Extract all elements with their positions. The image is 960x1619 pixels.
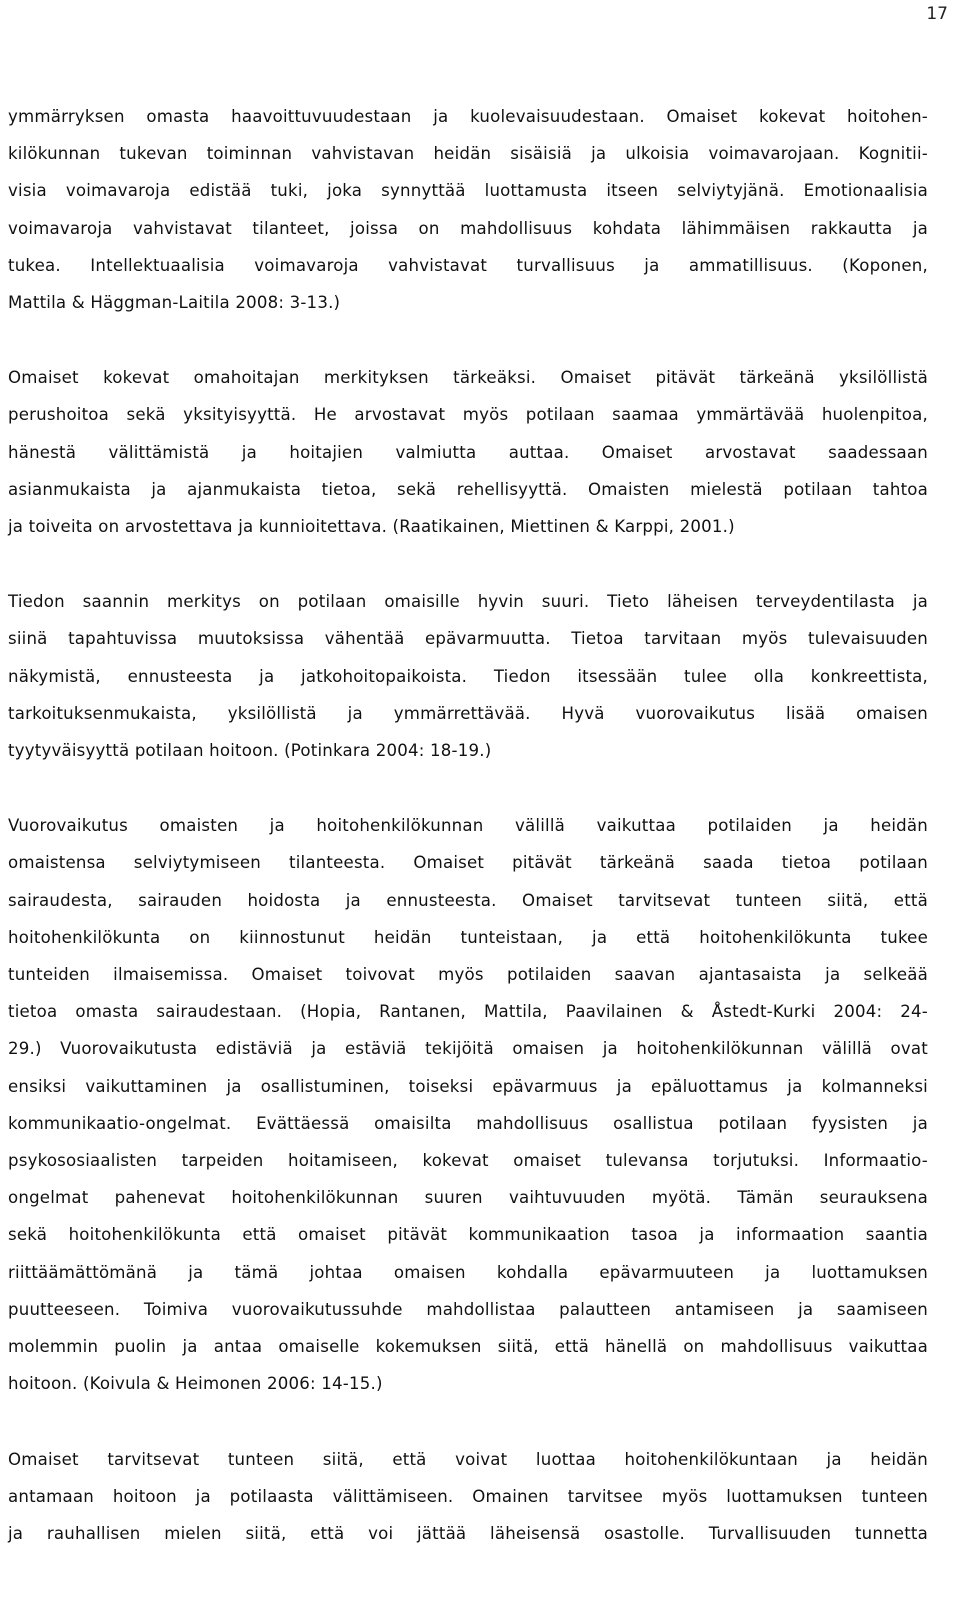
page-number: 17 — [926, 4, 948, 24]
text-line: siinä tapahtuvissa muutoksissa vähentää epävarmuutta. Tietoa tarvitaan myös tulevaisuuden — [8, 629, 928, 649]
text-line: ensiksi vaikuttaminen ja osallistuminen, toiseksi epävarmuus ja epäluottamus ja kolmanneksi — [8, 1076, 928, 1096]
text-line: näkymistä, ennusteesta ja jatkohoitopaikoista. Tiedon itsessään tulee olla konkreettista, — [8, 666, 928, 686]
text-line: antamaan hoitoon ja potilaasta välittämiseen. Omainen tarvitsee myös luottamuksen tunteen — [8, 1486, 928, 1506]
text-line: molemmin puolin ja antaa omaiselle kokemuksen siitä, että hänellä on mahdollisuus vaikuttaa — [8, 1337, 928, 1357]
text-line: tyytyväisyyttä potilaan hoitoon. (Potinkara 2004: 18-19.) — [8, 741, 492, 761]
text-line: sairaudesta, sairauden hoidosta ja ennusteesta. Omaiset tarvitsevat tunteen siitä, että — [8, 890, 928, 910]
text-line: visia voimavaroja edistää tuki, joka synnyttää luottamusta itseen selviytyjänä. Emotionaalisia — [8, 181, 928, 201]
text-line: puutteeseen. Toimiva vuorovaikutussuhde mahdollistaa palautteen antamiseen ja saamiseen — [8, 1299, 928, 1319]
text-line: sekä hoitohenkilökunta että omaiset pitävät kommunikaation tasoa ja informaation saantia — [8, 1225, 928, 1245]
paragraph-4 — [8, 807, 928, 1402]
text-line: asianmukaista ja ajanmukaista tietoa, sekä rehellisyyttä. Omaisten mielestä potilaan tahtoa — [8, 479, 928, 499]
text-line: Omaiset tarvitsevat tunteen siitä, että voivat luottaa hoitohenkilökuntaan ja heidän — [8, 1449, 928, 1469]
text-line: Omaiset kokevat omahoitajan merkityksen tärkeäksi. Omaiset pitävät tärkeänä yksilöllistä — [8, 368, 928, 388]
text-line: hoitoon. (Koivula & Heimonen 2006: 14-15.) — [8, 1374, 383, 1394]
text-line: Tiedon saannin merkitys on potilaan omaisille hyvin suuri. Tieto läheisen terveydentilasta ja — [8, 592, 928, 612]
text-line: kilökunnan tukevan toiminnan vahvistavan heidän sisäisiä ja ulkoisia voimavarojaan. Kognitii- — [8, 144, 928, 164]
paragraph-3 — [8, 583, 928, 769]
text-line: hänestä välittämistä ja hoitajien valmiutta auttaa. Omaiset arvostavat saadessaan — [8, 442, 928, 462]
paragraph-1 — [8, 98, 928, 321]
document-body — [8, 98, 928, 1590]
text-line: tunteiden ilmaisemissa. Omaiset toivovat myös potilaiden saavan ajantasaista ja selkeää — [8, 965, 928, 985]
text-line: ymmärryksen omasta haavoittuvuudestaan ja kuolevaisuudestaan. Omaiset kokevat hoitohen- — [8, 107, 928, 126]
text-line: riittäämättömänä ja tämä johtaa omaisen kohdalla epävarmuuteen ja luottamuksen — [8, 1262, 928, 1282]
text-line: tukea. Intellektuaalisia voimavaroja vahvistavat turvallisuus ja ammatillisuus. (Koponen, — [8, 255, 928, 275]
text-line: psykososiaalisten tarpeiden hoitamiseen, kokevat omaiset tulevansa torjutuksi. Informaatio- — [8, 1151, 928, 1171]
text-line: omaistensa selviytymiseen tilanteesta. Omaiset pitävät tärkeänä saada tietoa potilaan — [8, 853, 928, 873]
text-line: perushoitoa sekä yksityisyyttä. He arvostavat myös potilaan saamaa ymmärtävää huolenpitoa, — [8, 405, 928, 425]
text-line: hoitohenkilökunta on kiinnostunut heidän tunteistaan, ja että hoitohenkilökunta tukee — [8, 927, 928, 947]
text-line: Vuorovaikutus omaisten ja hoitohenkilökunnan välillä vaikuttaa potilaiden ja heidän — [8, 816, 928, 836]
text-line: Mattila & Häggman-Laitila 2008: 3-13.) — [8, 293, 341, 313]
text-line: tarkoituksenmukaista, yksilöllistä ja ymmärrettävää. Hyvä vuorovaikutus lisää omaisen — [8, 703, 928, 723]
text-line: tietoa omasta sairaudestaan. (Hopia, Rantanen, Mattila, Paavilainen & Åstedt-Kurki 2004: 24- — [8, 1002, 928, 1022]
text-line: voimavaroja vahvistavat tilanteet, joissa on mahdollisuus kohdata lähimmäisen rakkautta ja — [8, 218, 928, 238]
text-line: ja rauhallisen mielen siitä, että voi jättää läheisensä osastolle. Turvallisuuden tunnetta — [8, 1523, 928, 1543]
paragraph-5 — [8, 1441, 928, 1553]
text-line: ja toiveita on arvostettava ja kunnioitettava. (Raatikainen, Miettinen & Karppi, 2001.) — [8, 517, 735, 537]
text-line: 29.) Vuorovaikutusta edistäviä ja estäviä tekijöitä omaisen ja hoitohenkilökunnan välillä ovat — [8, 1039, 928, 1059]
text-line: ongelmat pahenevat hoitohenkilökunnan suuren vaihtuvuuden myötä. Tämän seurauksena — [8, 1188, 928, 1208]
text-line: kommunikaatio-ongelmat. Evättäessä omaisilta mahdollisuus osallistua potilaan fyysisten ja — [8, 1113, 928, 1133]
paragraph-2 — [8, 359, 928, 545]
